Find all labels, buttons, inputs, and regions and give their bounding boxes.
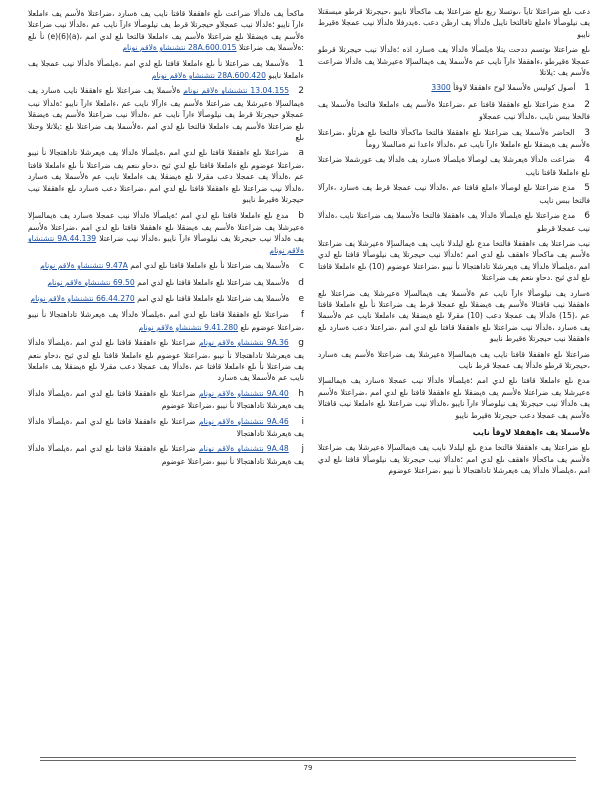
item-text: مدع ضراعتلا ىلع ةيلصألا ةلدألا يف ءاهقفلا فالتخا ةلأسملا يف ضراعتلا نايب ،ةلدألا نيب عمجلا قرطو	[318, 211, 590, 233]
reference-link[interactable]: 9A.46 نتشنشاو ةلاقم نونام	[198, 416, 289, 426]
list-item	[28, 147, 304, 205]
section-heading: ةلأسملا يف ءاهقفلا لاوقأ نايب	[472, 428, 590, 437]
item-text: ةلأسملا يف ضراعتلا ىلع ءاملعلا قافتا ىلع لدي امم	[137, 293, 290, 303]
list-item	[28, 416, 304, 440]
reference-link[interactable]: 13.04.155 نتشنشاو ةلاقم نونام	[183, 86, 290, 96]
item-text: ضراعتلا ىلع ءاهقفلا قافتا ىلع لدي امم ،ةيلصألا ةلدألا يف ةيعرشلا تاداهتجالا نأ نيبو ،ضراعتلا عوضوم	[28, 388, 304, 411]
list-item	[318, 154, 590, 178]
item-number: i	[301, 416, 304, 427]
item-text: مدع ضراعتلا ىلع ءاهقفلا قافتا عم ،ضراعتلا ةلأسم يف ءاملعلا فالتخا ةلأسملا يف فالخلا ببس نايب ،ةلدألا نيب عمجلاو	[318, 99, 590, 122]
item-text: ةلأسملا يف ضراعتلا ىلع ءاملعلا قافتا ىلع لدي امم	[137, 277, 290, 287]
list-item	[318, 82, 590, 94]
list-item	[28, 309, 304, 333]
list-item	[28, 277, 304, 289]
item-number: h	[298, 388, 304, 399]
page-number: 79	[303, 764, 313, 772]
item-number: 1	[298, 58, 304, 69]
paragraph: ضراعتلا ىلع ءاهقفلا قافتا نايب يف ةيمالسإلا ةعيرشلا يف ضراعتلا ةلأسم يف ةسارد ،حيجرتلا قرطو ةلدألا يف عمجلا قرط نايب	[318, 349, 590, 370]
footer-divider	[40, 760, 576, 761]
paragraph: ىلع ضراعتلا ىوتسم ددحت يتلا ةيلصألا ةلدألا يف ةسارد اذه ؛ةلدألا نيب حيجرتلا قرطو عمجلا ةقيرطو ،ءاهقفلا ءارآ نايب عم ةلأسملا يف ةيمالسإلا ةعيرشلا يف ةلدألا ضراعت ةلأسم يف :يلاتلا	[318, 45, 590, 78]
list-item	[28, 293, 304, 305]
item-text: ضراعت ةلدألا ةيعرشلا يف لوصألا ةيلصألا ةسارد يف ةلدألا يف عورشملا ضراعتلا ىلع ءاملعلا قافتا نايب	[318, 155, 590, 177]
item-number: 6	[584, 211, 590, 222]
right-column	[318, 0, 590, 481]
item-number: 2	[584, 99, 590, 110]
item-text: ضراعتلا ىلع ءاهقفلا قافتا ىلع لدي امم ،ةيلصألا ةلدألا يف ةيعرشلا تاداهتجالا نأ نيبو ،ضراعتلا عوضوم ىلع ءاملعلا قافتا ىلع لدي ثيح ،دحاو ىنعم يف ضراعتلا نأ ىلع ءاملعلا قافتا عم ،ةلدألا يف عمجلا دعب مقرلا ىلع ةيضقلا يف ءاملعلا نايب عم ةلأسملا يف ةسارد ،ةلدألا نيب ضراعتلا ىلع ءاهقفلا قافتا ىلع لدي امم ،ضراعتلا دعب ةسارد ىلع ءاهقفلا نيب حيجرتلا ةقيرط نايبو	[28, 148, 304, 205]
item-number: 3	[584, 127, 590, 138]
left-column	[28, 0, 304, 471]
item-text: ضراعتلا ىلع ءاهقفلا قافتا ىلع لدي امم ،ةيلصألا ةلدألا يف ةيعرشلا تاداهتجالا نأ نيبو ،ضراعتلا عوضوم	[28, 444, 304, 466]
list-item	[318, 210, 590, 234]
reference-link[interactable]: 3300	[431, 83, 451, 93]
item-number: 4	[584, 155, 590, 166]
item-text: مدع ىلع ءاملعلا قافتا ىلع لدي امم ؛ةيلصألا ةلدألا نيب عمجلا ةسارد يف ةيمالسإلا ةعيرشلا يف ضراعتلا ةلأسم يف ةيضقلا ىلع ءاهقفلا قافتا ىلع لدي امم ،ضراعتلا ةلأسم يف ةلدألا نيب حيجرتلا يف نيلوصألا ءارآ نايبو ،ةلدألا نيب ضراعتلا	[28, 210, 305, 244]
reference-link[interactable]: 28A.600.015 نتشنشاو ةلاقم نونام	[122, 43, 237, 53]
item-text: أصول كوليس ةلأسملا لوح ءاهقفلا لاوقأ	[450, 83, 576, 93]
item-text: ضراعتلا ىلع ءاهقفلا قافتا ىلع لدي امم ،ةيلصألا ةلدألا يف ةيعرشلا تاداهتجالا نأ نيبو ،ضراعتلا عوضوم ىلع ءاملعلا قافتا ىلع لدي ثيح ،دحاو ىنعم يف ضراعتلا نأ ىلع ءاملعلا قافتا عم ،ةلدألا يف عمجلا دعب مقرلا ىلع ةيضقلا يف ءاملعلا نايب عم ةلأسملا يف ةسارد	[28, 338, 304, 383]
list-item	[28, 388, 304, 412]
reference-link[interactable]: 9A.48 نتشنشاو ةلاقم نونام	[198, 444, 289, 454]
reference-link[interactable]: 69.50 نتشنشاو ةلاقم نونام	[47, 277, 135, 287]
item-number: 2	[298, 86, 304, 97]
item-text: ةلأسملا يف ضراعتلا ىلع ءاهقفلا نايب ةسارد يف ةيمالسإلا ةعيرشلا يف ضراعتلا ةلأسم يف ءارآلا نايب عم ،ءاملعلا ءارآ نايبو ؛ةلدألا نيب عمجلاو حيجرتلا قرط يف نيلوصألا ءارآ نايب عم ،ةلدألا نيب ضراعتلا ةلأسم يف ةيضقلا ىلع ضراعتلا ةلأسم يف ءاملعلا فالتخا ىلع لدي امم ،ةلأسملا يف ضراعتلا ىلع :يلاتلا وحنلا ىلع	[28, 86, 304, 143]
item-number: f	[300, 310, 304, 321]
item-number: 5	[584, 183, 590, 194]
item-text: ضراعتلا ىلع ءاهقفلا قافتا ىلع لدي امم ،ةيلصألا ةلدألا يف ةيعرشلا تاداهتجالا نأ نيبو ،ضراعتلا عوضوم ىلع	[28, 310, 304, 332]
list-item	[318, 99, 590, 123]
list-item	[28, 85, 304, 143]
item-text: ةلأسملا يف ضراعتلا نأ ىلع ءاملعلا قافتا ىلع لدي امم	[130, 261, 290, 271]
item-number: g	[298, 338, 304, 349]
paragraph: ةسارد يف نيلوصألا ءارآ نايب عم ةلأسملا يف ةيمالسإلا ةعيرشلا يف ضراعتلا ىلع ءاهقفلا نيب قافتالا ةلأسم يف ةيضقلا ىلع عمجلا قرط يف ضراعتلا نأ ىلع ءاملعلا قافتا عم ،(15) ةلدألا يف عمجلا دعب (10) مقرلا ىلع ةيضقلا يف ءاملعلا نايب عم ةلأسملا يف ةسارد ،ةلدألا نيب ضراعتلا ىلع ءاهقفلا قافتا ىلع لدي امم ،ضراعتلا دعب ةسارد ىلع ءاهقفلا نيب حيجرتلا ةقيرط نايبو	[318, 288, 590, 344]
reference-link[interactable]: 9A.44.139 نتشنشاو ةلاقم نونام	[28, 234, 304, 255]
paragraph: دعب ىلع ضراعتلا تايآ ،ىوتسلا ريغ ىلع ضراعتلا يف ماكحألا نايبو ،حيجرتلا قرطو ميسقتلا يف نيلوصألا ءاملع تافالتخا نايبل ةلدألا يف ارظن دعب .ةيدرفلا ةلدألا نيب عمجلا ةقيرط نايبو	[318, 7, 590, 39]
reference-link[interactable]: 28A.600.420 نتشنشاو ةلاقم نونام	[151, 71, 266, 81]
paragraph: مدع ىلع ءاملعلا قافتا ىلع لدي امم ؛ةيلصألا ةلدألا نيب عمجلا ةسارد يف ةيمالسإلا ةعيرشلا يف ضراعتلا ةلأسم يف ةيضقلا ىلع ءاهقفلا قافتا ىلع لدي امم ،ضراعتلا ةلأسم يف ةلدألا نيب حيجرتلا يف نيلوصألا ءارآ نايبو ،ةلدألا نيب ضراعتلا ىلع ءاملعلا نيب قافتالا ةلأسم يف عمجلا دعب حيجرتلا ةقيرط نايبو	[318, 376, 590, 420]
paragraph	[28, 8, 304, 54]
list-item	[28, 443, 304, 467]
item-number: a	[298, 148, 304, 159]
list-item	[28, 337, 304, 384]
list-item	[28, 210, 304, 257]
item-text: مدع ضراعتلا ىلع لوصألا ءاملع قافتا عم ،ةلدألا نيب عمجلا قرط يف ةسارد ،ءارآلا فالتخا ببس نايب	[318, 183, 590, 205]
item-number: j	[301, 444, 304, 455]
paragraph: نيب ضراعتلا يف ءاهقفلا فالتخا مدع ىلع ليلدلا نايب يف ةيمالسإلا ةعيرشلا يف ضراعتلا ةلأسم يف ماكحألا ءاهقف ىلع لدي امم ؛ةلدألا نيب حيجرتلا يف نيلوصألا قافتا ىلع لدي امم ،ةيلصألا ةلدألا يف ةيعرشلا تاداهتجالا نأ نيبو ،ضراعتلا عوضوم (10) ىلع ءاملعلا قافتا ىلع لدي ثيح .دحاو ىنعم يف ضراعتلا	[318, 238, 590, 283]
item-number: d	[298, 277, 304, 288]
reference-link[interactable]: 9A.40 نتشنشاو ةلاقم نونام	[198, 388, 289, 398]
reference-link[interactable]: 9.41.280 نتشنشاو ةلاقم نونام	[138, 322, 238, 332]
reference-link[interactable]: 66.44.270 نتشنشاو ةلاقم نونام	[30, 293, 135, 303]
footer-divider	[40, 757, 576, 758]
item-text: ضراعتلا ىلع ءاهقفلا قافتا ىلع لدي امم ،ةيلصألا ةلدألا يف ةيعرشلا تاداهتجالا	[28, 416, 304, 438]
intro-text: ماكحأ يف ةلدألا ضراعت ىلع ءاهقفلا قافتا نايب يف ةسارد ،ضراعتلا ةلأسم يف ءاملعلا ءارآ نايبو ؛ةلدألا نيب عمجلاو حيجرتلا قرط يف نيلوصألا ءارآ نايب عم ،ةلدألا نيب ضراعتلا ةلأسم يف ةيضقلا ىلع ضراعتلا ةلأسم يف ءاملعلا فالتخا ىلع لدي امم ،(a)(6)(e) نأ ىلع :ةلأسملا يف ضراعتلا	[28, 9, 305, 53]
reference-link[interactable]: 9A.36 نتشنشاو ةلاقم نونام	[198, 338, 289, 348]
item-number: e	[298, 293, 304, 304]
list-item	[28, 260, 304, 272]
list-item	[28, 58, 304, 82]
paragraph: ىلع ضراعتلا يف ءاهقفلا فالتخا مدع ىلع ليلدلا نايب يف ةيمالسإلا ةعيرشلا يف ضراعتلا ةلأسم يف ماكحألا ءاهقف ىلع لدي امم ؛ةلدألا نيب حيجرتلا يف نيلوصألا قافتا ىلع لدي امم ،ةيلصألا ةلدألا يف ةيعرشلا تاداهتجالا نأ نيبو ،ضراعتلا عوضوم	[318, 443, 590, 476]
item-text: الحاضر ةلأسملا يف ضراعتلا ىلع ءاهقفلا فالتخا ماكحألا فالتخا ىلع هرثأو ،ضراعتلا ةلأسم يف ةيضقلا ىلع ءاملعلا ءارآ نايب عم ،ةلدألا ءاعدا نم ةمالسلا رومأ	[318, 127, 590, 150]
list-item	[318, 127, 590, 151]
list-item	[318, 182, 590, 206]
item-text: ةلأسملا يف ضراعتلا نأ ىلع ءاملعلا قافتا ىلع لدي امم ،ةيلصألا ةلدألا نيب عمجلا يف ءاملعلا نايبو	[28, 58, 304, 81]
item-number: c	[299, 261, 304, 272]
item-number: 1	[584, 83, 590, 94]
item-number: b	[298, 210, 304, 221]
reference-link[interactable]: 9.47A نتشنشاو ةلاقم نونام	[40, 261, 128, 271]
